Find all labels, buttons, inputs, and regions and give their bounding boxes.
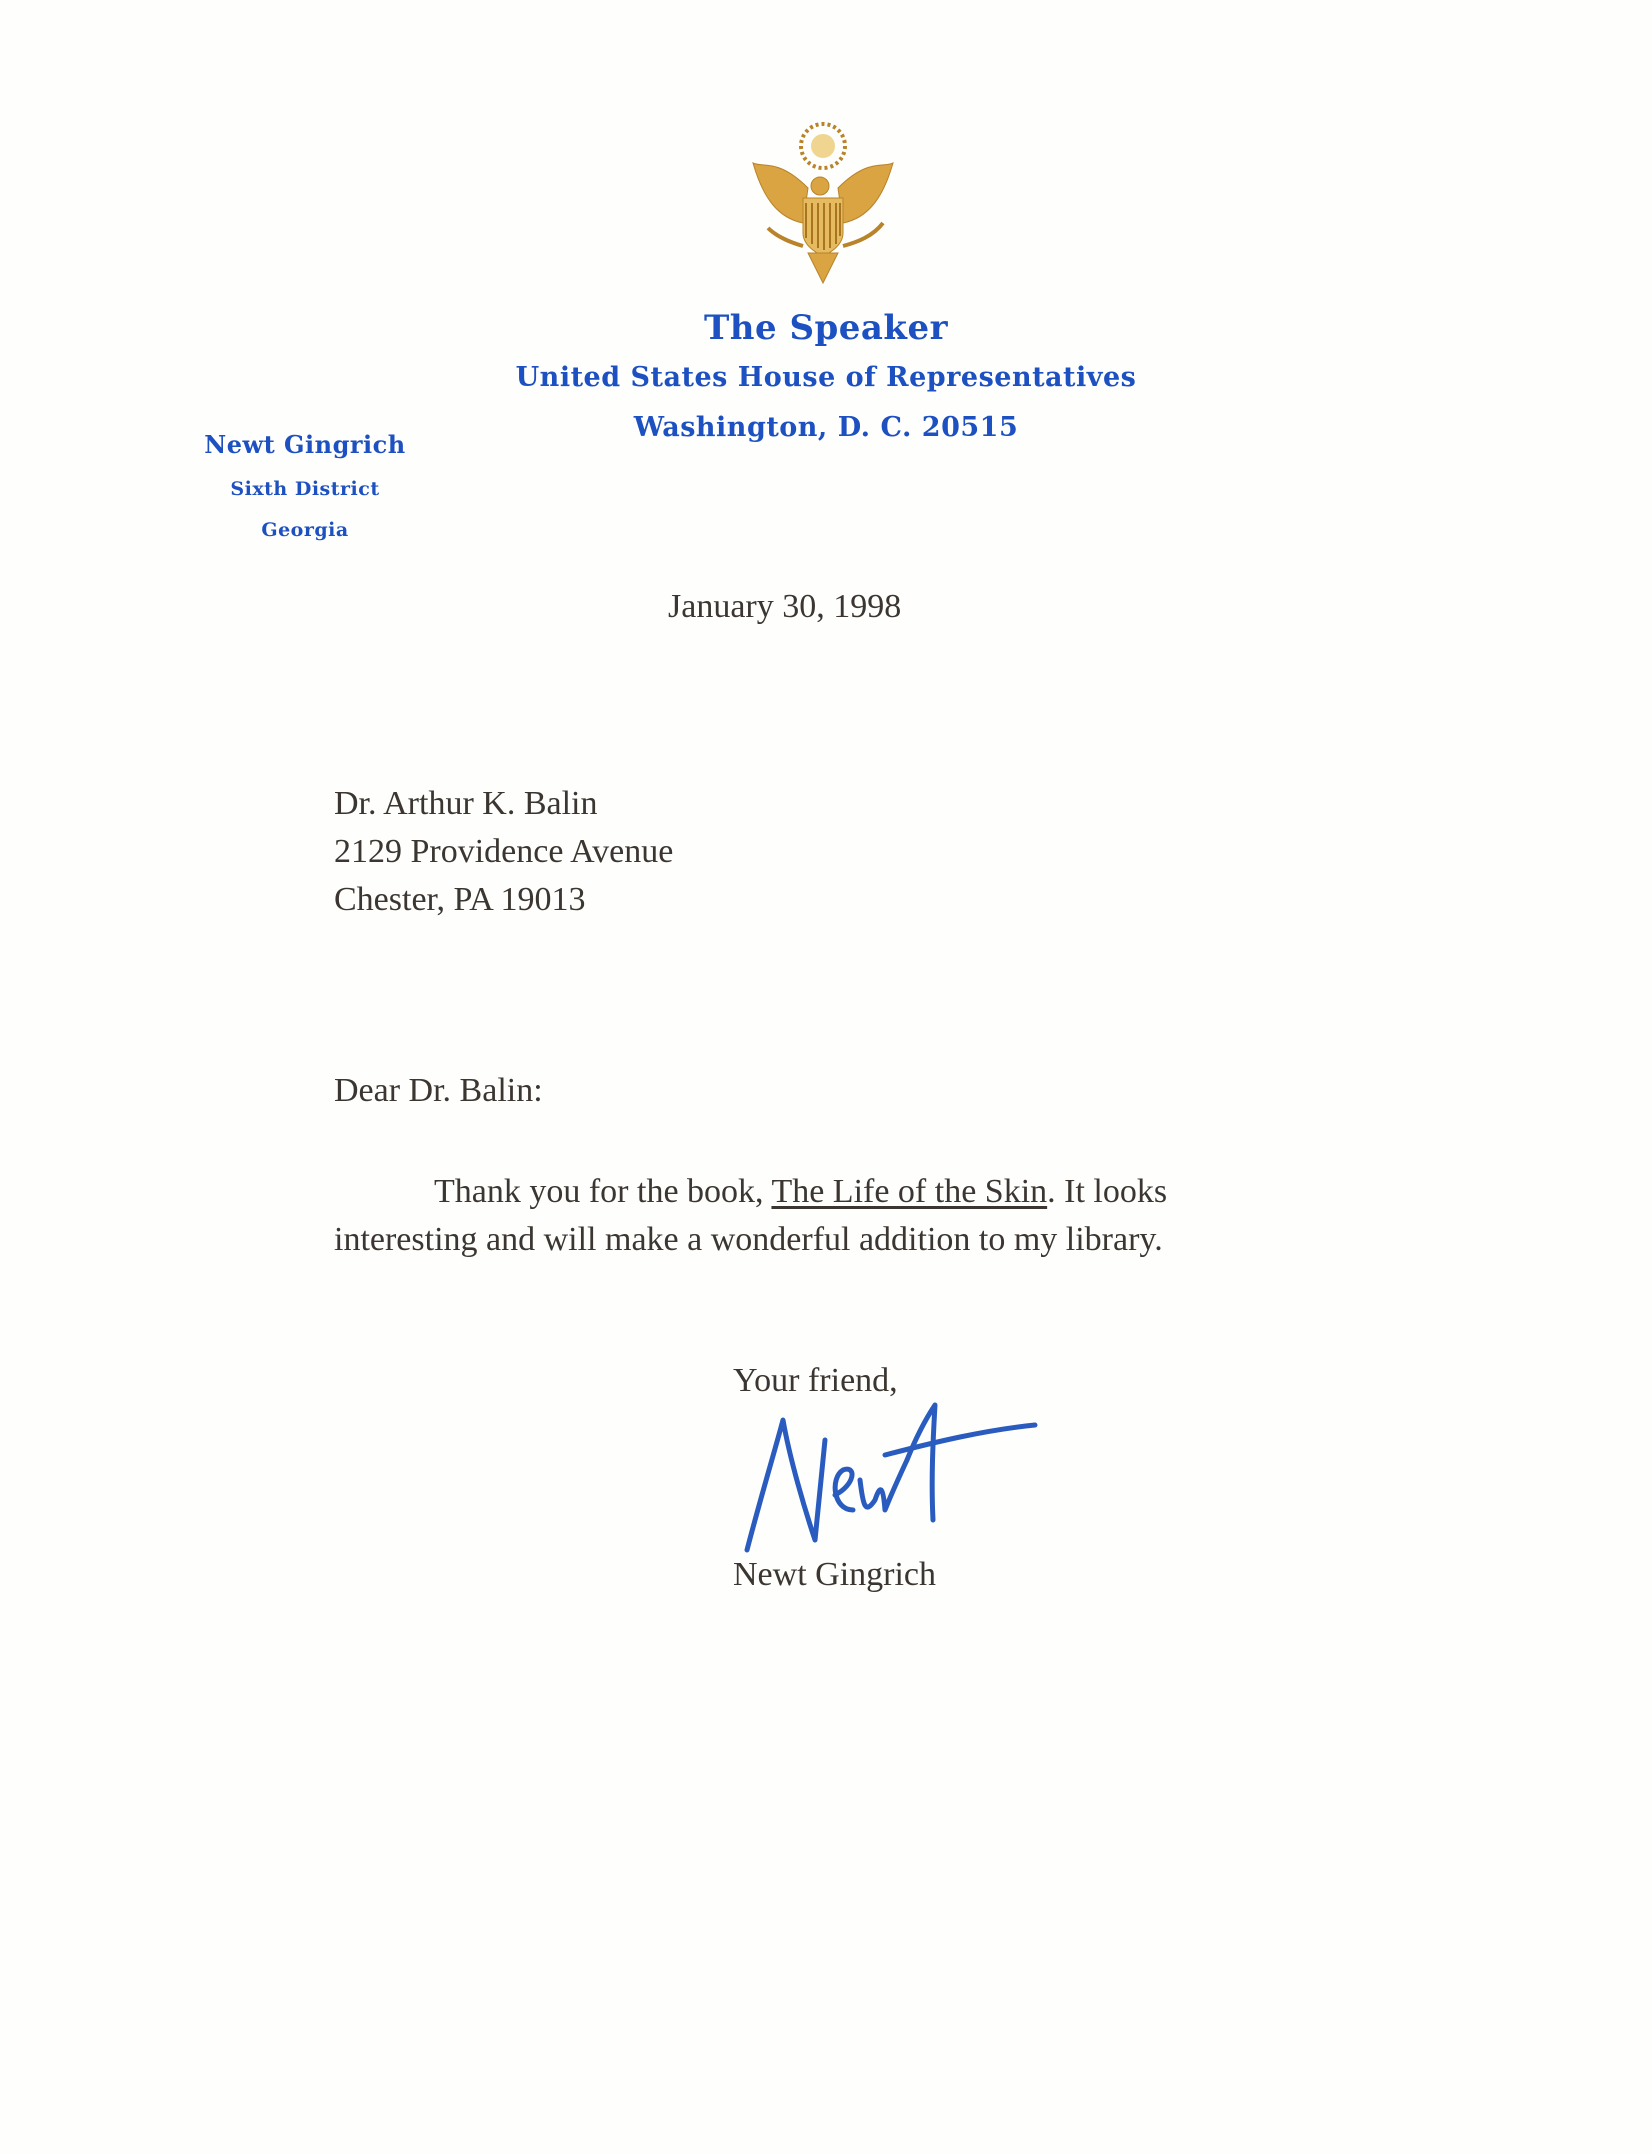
recipient-city: Chester, PA 19013	[334, 881, 586, 918]
letterhead-title: The Speaker	[703, 308, 949, 348]
great-seal-eagle-icon	[748, 118, 898, 288]
letterhead-district: Sixth District	[230, 478, 380, 500]
letterhead-address: Washington, D. C. 20515	[633, 412, 1019, 443]
letter-body	[334, 1168, 1254, 1264]
handwritten-signature	[735, 1400, 1055, 1560]
book-title: The Life of the Skin	[771, 1173, 1048, 1210]
recipient-name: Dr. Arthur K. Balin	[334, 785, 598, 822]
body-text-end: . It looks interesting and will make a wonderful addition to my library.	[334, 1173, 1168, 1258]
letterhead-institution: United States House of Representatives	[515, 362, 1137, 393]
body-text-start: Thank you for the book,	[434, 1173, 772, 1210]
letterhead-member-name: Newt Gingrich	[204, 430, 406, 459]
letterhead-state: Georgia	[261, 519, 349, 541]
recipient-address	[334, 780, 673, 924]
closing: Your friend,	[733, 1362, 898, 1399]
recipient-street: 2129 Providence Avenue	[334, 833, 674, 870]
signer-name: Newt Gingrich	[733, 1556, 937, 1593]
salutation: Dear Dr. Balin:	[334, 1072, 543, 1109]
letter-date: January 30, 1998	[668, 588, 902, 625]
